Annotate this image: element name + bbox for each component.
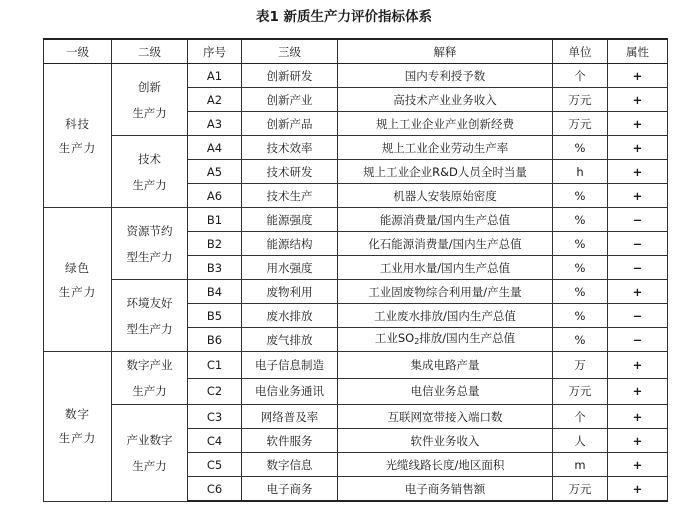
level2-line: 型生产力	[126, 249, 173, 264]
row-unit: 个	[553, 64, 608, 88]
row-explain: 电信业务总量	[338, 378, 553, 405]
row-explain: 电子商务销售额	[338, 477, 553, 502]
level1-line: 生产力	[58, 431, 97, 446]
row-unit: 万元	[553, 112, 608, 136]
row-level3: 废物利用	[242, 280, 338, 304]
level1-line: 绿色	[65, 260, 90, 275]
row-id: B6	[188, 328, 242, 352]
row-level3: 创新产品	[242, 112, 338, 136]
level2-line: 数字产业	[126, 358, 173, 372]
row-explain: 规上工业企业R&D人员全时当量	[338, 160, 553, 184]
level1-line: 数字	[65, 407, 90, 422]
row-explain: 软件业务收入	[338, 429, 553, 453]
level1-cell	[44, 64, 112, 208]
row-attr: +	[608, 184, 668, 208]
header-explain: 解释	[338, 39, 553, 64]
row-explain: 光缆线路长度/地区面积	[338, 453, 553, 477]
row-attr: +	[608, 453, 668, 477]
row-attr: +	[608, 88, 668, 112]
row-unit: %	[553, 304, 608, 328]
row-unit: 万元	[553, 378, 608, 405]
row-id: C4	[188, 429, 242, 453]
row-unit: %	[553, 136, 608, 160]
row-unit: %	[553, 208, 608, 232]
row-id: C5	[188, 453, 242, 477]
row-unit: %	[553, 280, 608, 304]
level1-cell	[44, 352, 112, 502]
row-level3: 创新研发	[242, 64, 338, 88]
row-attr: −	[608, 256, 668, 280]
row-id: B4	[188, 280, 242, 304]
row-id: C3	[188, 405, 242, 429]
level2-line: 生产力	[132, 384, 167, 398]
row-explain: 集成电路产量	[338, 352, 553, 379]
row-attr: +	[608, 112, 668, 136]
explain-text: 排放/国内生产总值	[419, 330, 516, 345]
table-row	[44, 208, 668, 232]
level2-line: 创新	[138, 79, 161, 94]
row-unit: %	[553, 184, 608, 208]
row-explain	[338, 328, 553, 352]
row-explain: 高技术产业业务收入	[338, 88, 553, 112]
table-row	[44, 280, 668, 304]
row-attr: +	[608, 429, 668, 453]
table-row	[44, 352, 668, 379]
header-row	[44, 39, 668, 64]
row-attr: +	[608, 477, 668, 502]
row-attr: +	[608, 405, 668, 429]
row-explain: 机器人安装原始密度	[338, 184, 553, 208]
row-id: C2	[188, 378, 242, 405]
row-attr: −	[608, 328, 668, 352]
row-explain: 规上工业企业产业创新经费	[338, 112, 553, 136]
level2-line: 环境友好	[126, 295, 173, 310]
level2-cell	[112, 64, 188, 136]
row-level3: 电子商务	[242, 477, 338, 502]
row-attr: +	[608, 280, 668, 304]
table-row	[44, 64, 668, 88]
level2-cell	[112, 280, 188, 352]
header-attr: 属性	[608, 39, 668, 64]
row-unit: %	[553, 232, 608, 256]
row-level3: 技术效率	[242, 136, 338, 160]
level1-cell	[44, 208, 112, 352]
row-id: A3	[188, 112, 242, 136]
row-unit: m	[553, 453, 608, 477]
row-level3: 电子信息制造	[242, 352, 338, 379]
level2-cell	[112, 208, 188, 280]
row-unit: 万	[553, 352, 608, 379]
table-caption: 表1 新质生产力评价指标体系	[255, 9, 433, 25]
row-attr: +	[608, 378, 668, 405]
row-explain: 国内专利授予数	[338, 64, 553, 88]
table-row	[44, 136, 668, 160]
row-level3: 数字信息	[242, 453, 338, 477]
row-level3: 用水强度	[242, 256, 338, 280]
row-explain: 化石能源消费量/国内生产总值	[338, 232, 553, 256]
row-id: A4	[188, 136, 242, 160]
level2-line: 生产力	[132, 177, 167, 192]
row-level3: 创新产业	[242, 88, 338, 112]
row-attr: −	[608, 232, 668, 256]
row-level3: 能源结构	[242, 232, 338, 256]
row-id: A1	[188, 64, 242, 88]
row-level3: 能源强度	[242, 208, 338, 232]
row-unit: 万元	[553, 88, 608, 112]
row-explain: 互联网宽带接入端口数	[338, 405, 553, 429]
level2-line: 产业数字	[126, 432, 173, 447]
row-explain: 能源消费量/国内生产总值	[338, 208, 553, 232]
row-id: C6	[188, 477, 242, 502]
row-unit: 万元	[553, 477, 608, 502]
row-id: B5	[188, 304, 242, 328]
level2-cell	[112, 136, 188, 208]
level2-cell	[112, 405, 188, 502]
row-level3: 软件服务	[242, 429, 338, 453]
level2-line: 型生产力	[126, 321, 173, 336]
row-attr: −	[608, 304, 668, 328]
row-id: A5	[188, 160, 242, 184]
row-explain: 工业废水排放/国内生产总值	[338, 304, 553, 328]
level1-line: 生产力	[58, 140, 97, 155]
row-attr: +	[608, 136, 668, 160]
row-attr: −	[608, 208, 668, 232]
row-id: B3	[188, 256, 242, 280]
row-level3: 网络普及率	[242, 405, 338, 429]
header-unit: 单位	[553, 39, 608, 64]
row-attr: +	[608, 160, 668, 184]
row-id: C1	[188, 352, 242, 379]
row-id: B2	[188, 232, 242, 256]
level1-line: 生产力	[58, 284, 97, 299]
row-unit: h	[553, 160, 608, 184]
row-attr: +	[608, 352, 668, 379]
level1-line: 科技	[65, 116, 90, 131]
row-explain: 工业固废物综合利用量/产生量	[338, 280, 553, 304]
header-level3: 三级	[242, 39, 338, 64]
row-level3: 电信业务通讯	[242, 378, 338, 405]
row-unit: 人	[553, 429, 608, 453]
row-unit: %	[553, 256, 608, 280]
row-level3: 技术研发	[242, 160, 338, 184]
row-explain: 规上工业企业劳动生产率	[338, 136, 553, 160]
level2-line: 生产力	[132, 105, 167, 120]
row-level3: 废气排放	[242, 328, 338, 352]
subscript-text: 2	[414, 336, 420, 346]
row-id: A6	[188, 184, 242, 208]
row-level3: 技术生产	[242, 184, 338, 208]
level2-line: 生产力	[132, 458, 167, 473]
level2-cell	[112, 352, 188, 405]
row-level3: 废水排放	[242, 304, 338, 328]
header-level1: 一级	[44, 39, 112, 64]
row-id: A2	[188, 88, 242, 112]
level2-line: 技术	[138, 151, 161, 166]
indicator-table	[43, 38, 668, 502]
row-unit: 个	[553, 405, 608, 429]
row-attr: +	[608, 64, 668, 88]
row-unit: %	[553, 328, 608, 352]
table-row	[44, 405, 668, 429]
row-explain: 工业用水量/国内生产总值	[338, 256, 553, 280]
level2-line: 资源节约	[126, 223, 173, 238]
row-id: B1	[188, 208, 242, 232]
header-id: 序号	[188, 39, 242, 64]
explain-text: 工业SO	[374, 330, 415, 345]
header-level2: 二级	[112, 39, 188, 64]
